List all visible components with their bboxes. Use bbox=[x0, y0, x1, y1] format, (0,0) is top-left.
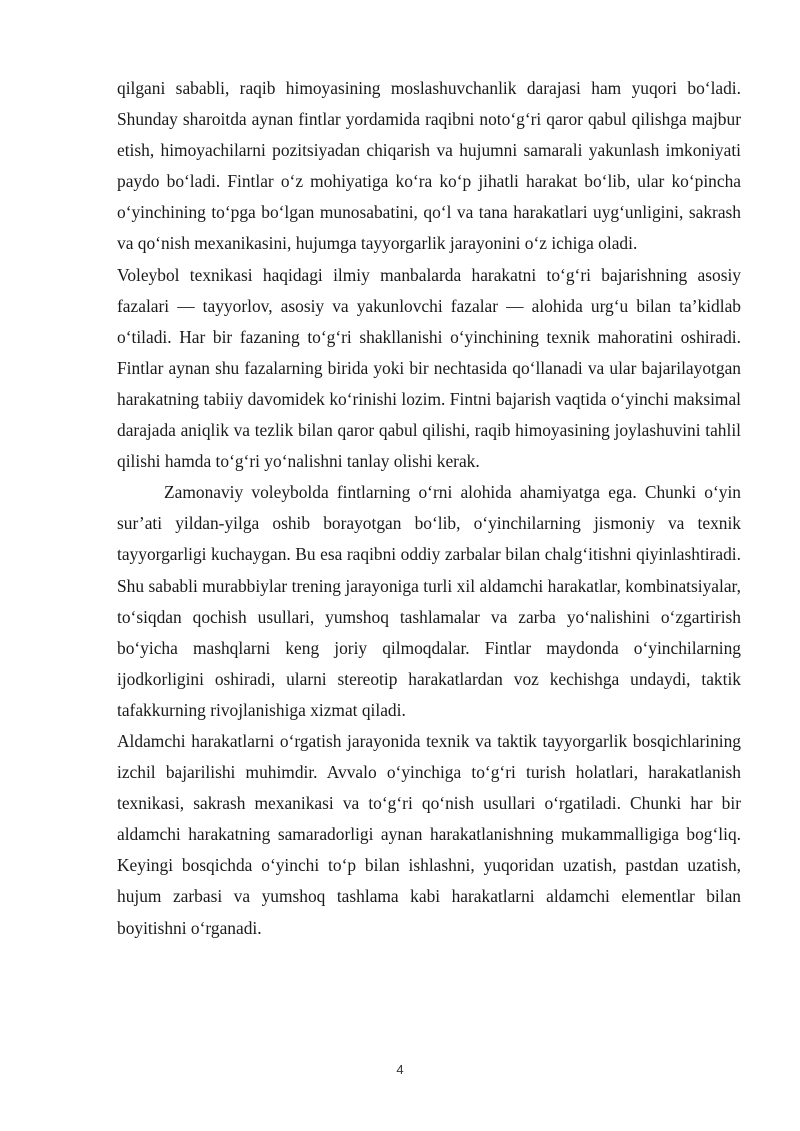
body-text bbox=[117, 73, 741, 944]
paragraph-3: Zamonaviy voleybolda fintlarning o‘rni alohida ahamiyatga ega. Chunki o‘yin sur’ati yildan-yilga oshib borayotgan bo‘lib, o‘yinchilarning jismoniy va texnik tayyorgarligi kuchaygan. Bu esa raqibni oddiy zarbalar bilan chalg‘itishni qiyinlashtiradi. Shu sababli murabbiylar trening jarayoniga turli xil aldamchi harakatlar, kombinatsiyalar, to‘siqdan qochish usullari, yumshoq tashlamalar va zarba yo‘nalishini o‘zgartirish bo‘yicha mashqlarni keng joriy qilmoqdalar. Fintlar maydonda o‘yinchilarning ijodkorligini oshiradi, ularni stereotip harakatlardan voz kechishga undaydi, taktik tafakkurning rivojlanishiga xizmat qiladi. bbox=[117, 482, 741, 720]
paragraph-2: Voleybol texnikasi haqidagi ilmiy manbalarda harakatni to‘g‘ri bajarishning asosiy fazalari — tayyorlov, asosiy va yakunlovchi fazalar — alohida urg‘u bilan ta’kidlab o‘tiladi. Har bir fazaning to‘g‘ri shakllanishi o‘yinchining texnik mahoratini oshiradi. Fintlar aynan shu fazalarning birida yoki bir nechtasida qo‘llanadi va ular bajarilayotgan harakatning tabiiy davomidek ko‘rinishi lozim. Fintni bajarish vaqtida o‘yinchi maksimal darajada aniqlik va tezlik bilan qaror qabul qilishi, raqib himoyasining joylashuvini tahlil qilishi hamda to‘g‘ri yo‘nalishni tanlay olishi kerak. bbox=[117, 264, 741, 472]
page-number: 4 bbox=[396, 1062, 404, 1077]
paragraph-4: Aldamchi harakatlarni o‘rgatish jarayonida texnik va taktik tayyorgarlik bosqichlarining izchil bajarilishi muhimdir. Avvalo o‘yinchiga to‘g‘ri turish holatlari, harakatlanish texnikasi, sakrash mexanikasi va to‘g‘ri qo‘nish usullari o‘rgatiladi. Chunki har bir aldamchi harakatning samaradorligi aynan harakatlanishning mukammalligiga bog‘liq. Keyingi bosqichda o‘yinchi to‘p bilan ishlashni, yuqoridan uzatish, pastdan uzatish, hujum zarbasi va yumshoq tashlama kabi harakatlarni aldamchi elementlar bilan boyitishni o‘rganadi. bbox=[117, 730, 741, 938]
paragraph-1: qilgani sababli, raqib himoyasining moslashuvchanlik darajasi ham yuqori bo‘ladi. Shunday sharoitda aynan fintlar yordamida raqibni noto‘g‘ri qaror qabul qilishga majbur etish, himoyachilarni pozitsiyadan chiqarish va hujumni samarali yakunlash imkoniyati paydo bo‘ladi. Fintlar o‘z mohiyatiga ko‘ra ko‘p jihatli harakat bo‘lib, ular ko‘pincha o‘yinchining to‘pga bo‘lgan munosabatini, qo‘l va tana harakatlari uyg‘unligini, sakrash va qo‘nish mexanikasini, hujumga tayyorgarlik jarayonini o‘z ichiga oladi. bbox=[117, 78, 741, 254]
